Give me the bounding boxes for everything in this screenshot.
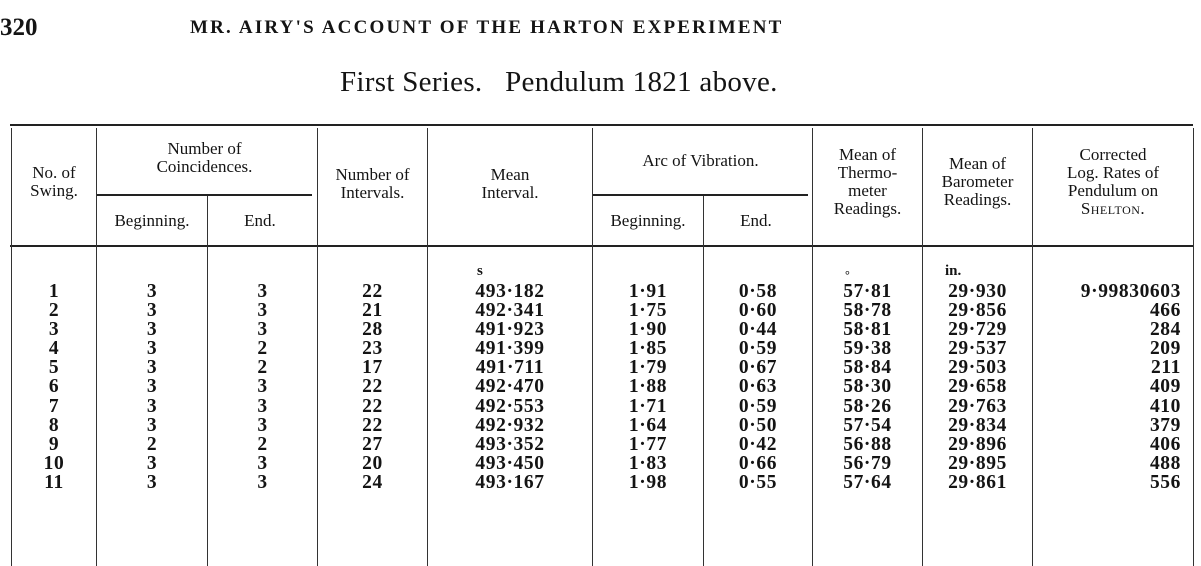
- table-cell: 284: [1149, 319, 1181, 341]
- running-head: MR. AIRY'S ACCOUNT OF THE HARTON EXPERIMENT: [190, 17, 784, 38]
- table-cell: 8: [48, 414, 60, 436]
- table-cell: 1·79: [628, 357, 668, 379]
- column-arc-beginning: [593, 282, 703, 492]
- table-cell: 22: [362, 395, 383, 417]
- table-cell: 1: [48, 281, 60, 302]
- header-swing: [12, 164, 96, 200]
- header-mean-interval-line: Mean: [490, 165, 530, 184]
- table-cell: 29·896: [948, 433, 1007, 455]
- column-barometer: [923, 282, 1032, 492]
- table-cell: 28: [362, 319, 383, 341]
- table-cell: 556: [1149, 471, 1181, 493]
- table-cell: 29·763: [948, 395, 1007, 417]
- table-cell: 4: [48, 338, 60, 360]
- header-barometer-line: Mean of: [948, 154, 1007, 173]
- table-cell: 466: [1149, 300, 1181, 322]
- table-cell: 409: [1149, 376, 1181, 398]
- table-cell: 3: [146, 471, 158, 493]
- table-cell: 29·729: [948, 319, 1007, 341]
- table-top-rule: [10, 124, 1193, 126]
- table-right-border: [1193, 128, 1194, 566]
- table-cell: 1·77: [628, 433, 668, 455]
- table-cell: 3: [146, 414, 158, 436]
- table-cell: 57·81: [843, 281, 892, 302]
- table-cell: 58·81: [843, 319, 892, 341]
- table-cell: 29·895: [948, 452, 1007, 474]
- table-cell: 3: [257, 376, 268, 398]
- table-cell: 0·44: [738, 319, 778, 341]
- table-cell: 410: [1149, 395, 1181, 417]
- table-cell: 3: [146, 281, 158, 302]
- unit-degree: °: [845, 268, 850, 282]
- table-cell: 58·84: [843, 357, 892, 379]
- table-cell: 10: [43, 452, 65, 474]
- table-cell: 0·63: [738, 376, 778, 398]
- table-cell: 3: [146, 319, 158, 341]
- table-cell: 1·75: [628, 300, 668, 322]
- table-cell: 7: [48, 395, 60, 417]
- header-barometer-line: Readings.: [943, 190, 1012, 209]
- table-cell: 1·85: [628, 338, 668, 360]
- table-cell: 0·59: [738, 338, 778, 360]
- table-cell: 493·167: [475, 471, 545, 493]
- table-cell: 2: [257, 433, 268, 455]
- table-cell: 0·66: [738, 452, 778, 474]
- table-cell: 3: [146, 300, 158, 322]
- table-cell: 59·38: [843, 338, 892, 360]
- table-cell: 57·64: [843, 471, 892, 493]
- table-cell: 1·64: [628, 414, 668, 436]
- header-log-rates: [1033, 146, 1193, 218]
- header-log-rates-line: Corrected: [1079, 145, 1147, 164]
- table-cell: 491·923: [475, 319, 545, 341]
- column-mean-interval: [428, 282, 592, 492]
- series-title: First Series. Pendulum 1821 above.: [340, 66, 778, 98]
- header-coincidences-line: Coincidences.: [156, 157, 253, 176]
- header-thermometer: [813, 146, 922, 218]
- table-cell: 9: [48, 433, 60, 455]
- table-cell: 23: [362, 338, 383, 360]
- header-intervals: [318, 166, 427, 202]
- table-cell: 492·470: [475, 376, 545, 398]
- table-cell: 491·711: [475, 357, 545, 379]
- table-cell: 29·834: [948, 414, 1007, 436]
- unit-seconds: s: [477, 263, 483, 279]
- table-cell: 1·98: [628, 471, 668, 493]
- table-cell: 5: [48, 357, 60, 379]
- column-thermometer: [813, 282, 922, 492]
- table-cell: 209: [1149, 338, 1181, 360]
- page-number: 320: [0, 14, 38, 41]
- table-cell: 406: [1149, 433, 1181, 455]
- column-intervals: [318, 282, 427, 492]
- table-cell: 3: [257, 471, 268, 493]
- column-coincidences-beginning: [97, 282, 207, 492]
- header-coincidences: [97, 140, 312, 176]
- table-cell: 1·83: [628, 452, 668, 474]
- header-coincidences-line: Number of: [167, 139, 242, 158]
- header-mean-interval: [428, 166, 592, 202]
- table-cell: 24: [362, 471, 383, 493]
- table-cell: 3: [146, 357, 158, 379]
- column-coincidences-end: [208, 282, 317, 492]
- table-cell: 58·78: [843, 300, 892, 322]
- table-cell: 3: [48, 319, 60, 341]
- table-cell: 1·90: [628, 319, 668, 341]
- table-cell: 58·26: [843, 395, 892, 417]
- table-cell: 3: [257, 319, 268, 341]
- table-cell: 488: [1149, 452, 1181, 474]
- table-cell: 20: [362, 452, 383, 474]
- table-cell: 29·658: [948, 376, 1007, 398]
- header-barometer: [923, 155, 1032, 209]
- table-cell: 21: [362, 300, 383, 322]
- table-cell: 29·861: [948, 471, 1007, 493]
- header-bottom-rule: [10, 245, 1193, 247]
- table-cell: 493·450: [475, 452, 545, 474]
- header-coincidences-beginning: Beginning.: [114, 211, 190, 230]
- table-cell: 211: [1151, 357, 1181, 379]
- header-thermometer-line: Thermo-: [837, 163, 898, 182]
- table-cell: 3: [257, 281, 268, 302]
- table-cell: 22: [362, 376, 383, 398]
- header-thermometer-line: Mean of: [838, 145, 897, 164]
- table-cell: 0·67: [738, 357, 778, 379]
- table-cell: 2: [257, 338, 268, 360]
- table-cell: 491·399: [475, 338, 545, 360]
- table-cell: 56·79: [843, 452, 892, 474]
- table-cell: 492·932: [475, 414, 545, 436]
- header-thermometer-line: Readings.: [833, 199, 902, 218]
- table-cell: 57·54: [843, 414, 892, 436]
- column-arc-end: [704, 282, 812, 492]
- header-log-rates-line: Shelton.: [1080, 199, 1146, 218]
- header-log-rates-line: Log. Rates of: [1066, 163, 1160, 182]
- header-thermometer-line: meter: [848, 181, 887, 200]
- table-cell: 3: [146, 395, 158, 417]
- table-cell: 0·59: [738, 395, 778, 417]
- table-cell: 0·58: [738, 281, 778, 302]
- table-cell: 3: [146, 338, 158, 360]
- table-cell: 3: [146, 376, 158, 398]
- table-cell: 2: [146, 433, 158, 455]
- column-swing: [12, 282, 96, 492]
- header-arc-end: End.: [740, 211, 772, 230]
- table-cell: 492·553: [475, 395, 545, 417]
- header-intervals-line: Intervals.: [340, 183, 405, 202]
- header-intervals-line: Number of: [335, 165, 410, 184]
- table-cell: 3: [257, 395, 268, 417]
- table-cell: 493·352: [475, 433, 545, 455]
- table-cell: 3: [146, 452, 158, 474]
- table-cell: 29·930: [948, 281, 1007, 302]
- header-arc-of-vibration: Arc of Vibration.: [642, 151, 759, 170]
- column-log-rates: [1033, 282, 1181, 492]
- header-arc-beginning: Beginning.: [610, 211, 686, 230]
- table-cell: 2: [48, 300, 60, 322]
- table-cell: 9·99830603: [1080, 281, 1181, 302]
- table-cell: 22: [362, 281, 383, 302]
- table-cell: 29·537: [948, 338, 1007, 360]
- table-cell: 27: [362, 433, 383, 455]
- table-cell: 58·30: [843, 376, 892, 398]
- table-cell: 56·88: [843, 433, 892, 455]
- table-cell: 493·182: [475, 281, 545, 302]
- table-cell: 379: [1149, 414, 1181, 436]
- table-cell: 3: [257, 452, 268, 474]
- table-cell: 22: [362, 414, 383, 436]
- table-cell: 17: [362, 357, 383, 379]
- header-log-rates-line: Pendulum on: [1067, 181, 1159, 200]
- unit-inches: in.: [945, 263, 962, 279]
- table-cell: 29·503: [948, 357, 1007, 379]
- table-cell: 1·88: [628, 376, 668, 398]
- header-swing-line: No. of: [32, 163, 76, 182]
- table-cell: 3: [257, 300, 268, 322]
- header-swing-line: Swing.: [30, 181, 78, 200]
- table-cell: 1·91: [628, 281, 668, 302]
- header-barometer-line: Barometer: [941, 172, 1014, 191]
- header-mean-interval-line: Interval.: [481, 183, 539, 202]
- arc-subheader-rule: [592, 194, 808, 196]
- table-cell: 29·856: [948, 300, 1007, 322]
- table-cell: 0·42: [738, 433, 778, 455]
- table-cell: 492·341: [475, 300, 545, 322]
- table-cell: 0·60: [738, 300, 778, 322]
- table-cell: 0·55: [738, 471, 778, 493]
- table-cell: 6: [48, 376, 60, 398]
- header-coincidences-end: End.: [244, 211, 276, 230]
- table-cell: 11: [44, 471, 64, 493]
- coincidences-subheader-rule: [96, 194, 312, 196]
- table-cell: 1·71: [628, 395, 668, 417]
- table-cell: 3: [257, 414, 268, 436]
- table-cell: 0·50: [738, 414, 778, 436]
- table-cell: 2: [257, 357, 268, 379]
